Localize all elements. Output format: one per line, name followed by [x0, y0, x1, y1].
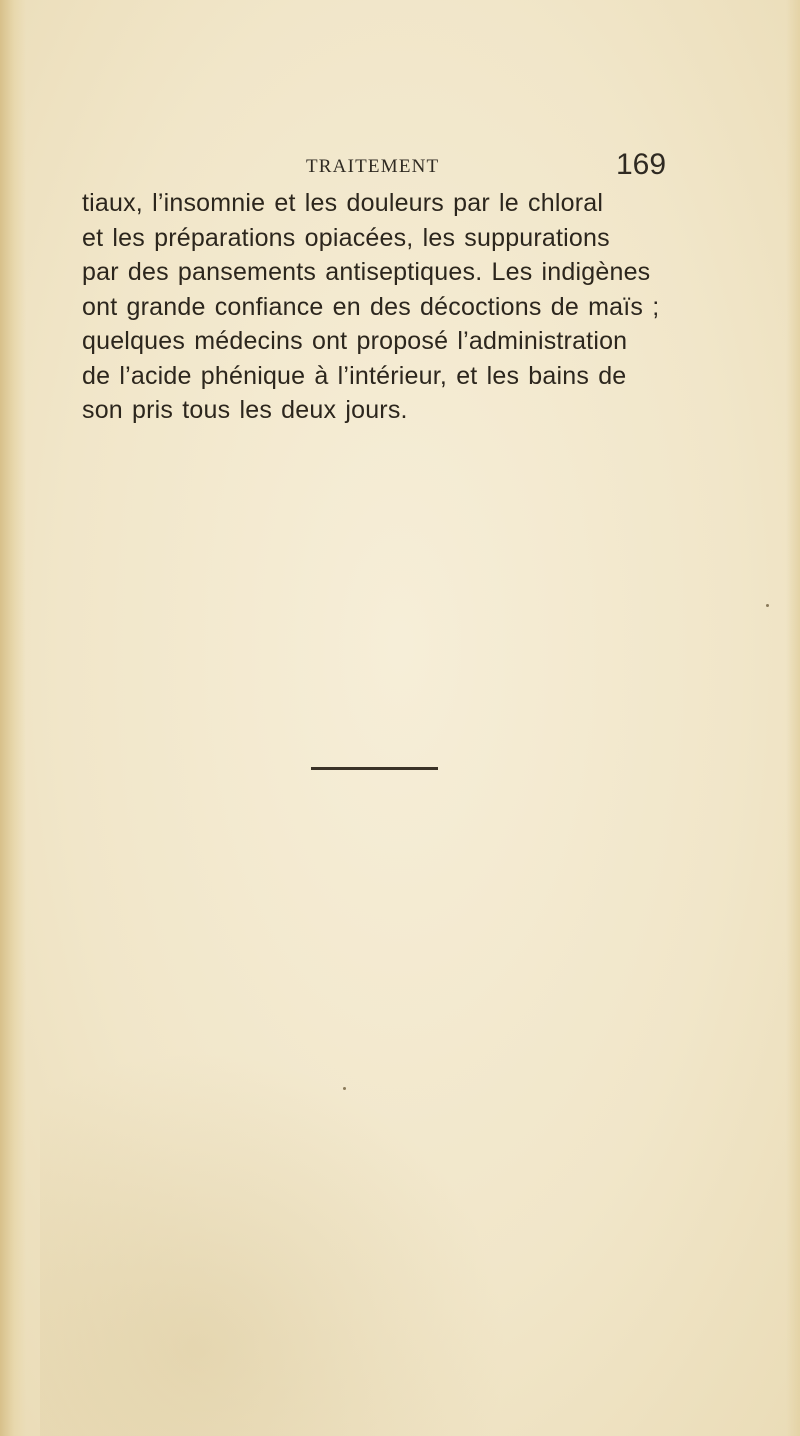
section-end-rule: [311, 767, 438, 770]
text-line: tiaux, l’insomnie et les douleurs par le chloral: [82, 189, 604, 217]
paper-stain: [40, 1000, 560, 1436]
running-title: TRAITEMENT: [306, 156, 440, 177]
running-head: [78, 148, 667, 188]
text-line: par des pansements antiseptiques. Les indigènes: [82, 258, 651, 286]
paper-speck: [343, 1087, 346, 1090]
text-line: quelques médecins ont proposé l’administration: [82, 327, 628, 355]
text-line: et les préparations opiacées, les suppurations: [82, 223, 610, 252]
page-gutter-shadow: [0, 0, 26, 1436]
text-line: son pris tous les deux jours.: [82, 396, 408, 424]
page-number: 169: [616, 148, 667, 181]
page-edge-shadow: [786, 0, 800, 1436]
text-line: ont grande confiance en des décoctions de maïs ;: [82, 292, 660, 321]
text-line: de l’acide phénique à l’intérieur, et les bains de: [82, 361, 627, 390]
paper-speck: [766, 604, 769, 607]
body-paragraph: [82, 186, 682, 428]
